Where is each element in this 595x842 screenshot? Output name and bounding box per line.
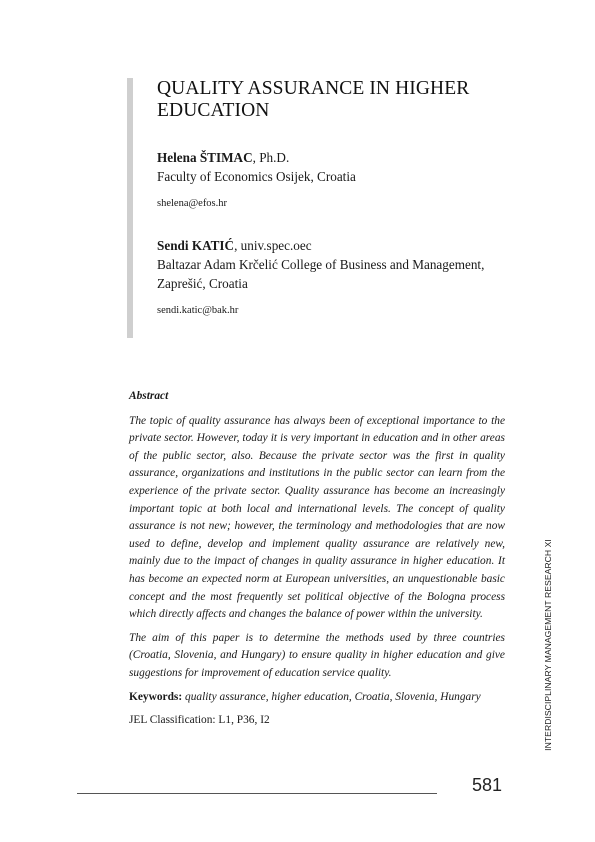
author-name-line (157, 236, 537, 255)
author-email: shelena@efos.hr (157, 198, 228, 209)
jel-classification: JEL Classification: L1, P36, I2 (129, 714, 270, 727)
author-affiliation-location: Zaprešić, Croatia (157, 276, 248, 291)
page-number: 581 (472, 775, 503, 795)
author-block-2 (157, 236, 537, 320)
paper-title: QUALITY ASSURANCE IN HIGHER EDUCATION (157, 78, 470, 121)
author-email: sendi.katic@bak.hr (157, 305, 239, 316)
title-accent-bar (127, 78, 133, 338)
author-block-1 (157, 148, 537, 213)
keywords-line (129, 689, 505, 707)
author-name: Helena ŠTIMAC (157, 150, 253, 165)
abstract-section (129, 388, 505, 736)
abstract-heading: Abstract (129, 390, 169, 402)
keywords-label: Keywords: (129, 690, 183, 703)
author-title: , univ.spec.oec (234, 238, 312, 253)
author-affiliation: Baltazar Adam Krčelić College of Business and Management, (157, 257, 485, 272)
journal-side-title: INTERDISCIPLINARY MANAGEMENT RESEARCH XI (543, 539, 553, 751)
abstract-paragraph: The aim of this paper is to determine the methods used by three countries (Croatia, Slovenia, and Hungary) to ensure quality in higher education and give suggestions for improvement of education service quality. (129, 631, 505, 679)
abstract-paragraph: The topic of quality assurance has always been of exceptional importance to the private sector. However, today it is very important in education and in other areas of the public sector, also. Because the private sector was the first in quality assurance, organizations and institutions in the public sector can learn from the experience of the private sector. Quality assurance has become an increasingly important topic at both local and international levels. The concept of quality assurance is not new; however, the terminology and methodologies that are now used to define, develop and implement quality assurance are relatively new, mainly due to the impact of changes in quality assurance in higher education. It has become an expected norm at European universities, an unquestionable basic concept and the most frequently set political objective of the Bologna process which directly affects and changes the balance of power within the university. (129, 414, 505, 621)
author-name-line (157, 148, 537, 167)
keywords-list: quality assurance, higher education, Croatia, Slovenia, Hungary (185, 690, 481, 703)
author-name: Sendi KATIĆ (157, 238, 235, 253)
footer-rule (77, 793, 437, 794)
author-affiliation: Faculty of Economics Osijek, Croatia (157, 169, 356, 184)
author-title: , Ph.D. (252, 150, 290, 165)
